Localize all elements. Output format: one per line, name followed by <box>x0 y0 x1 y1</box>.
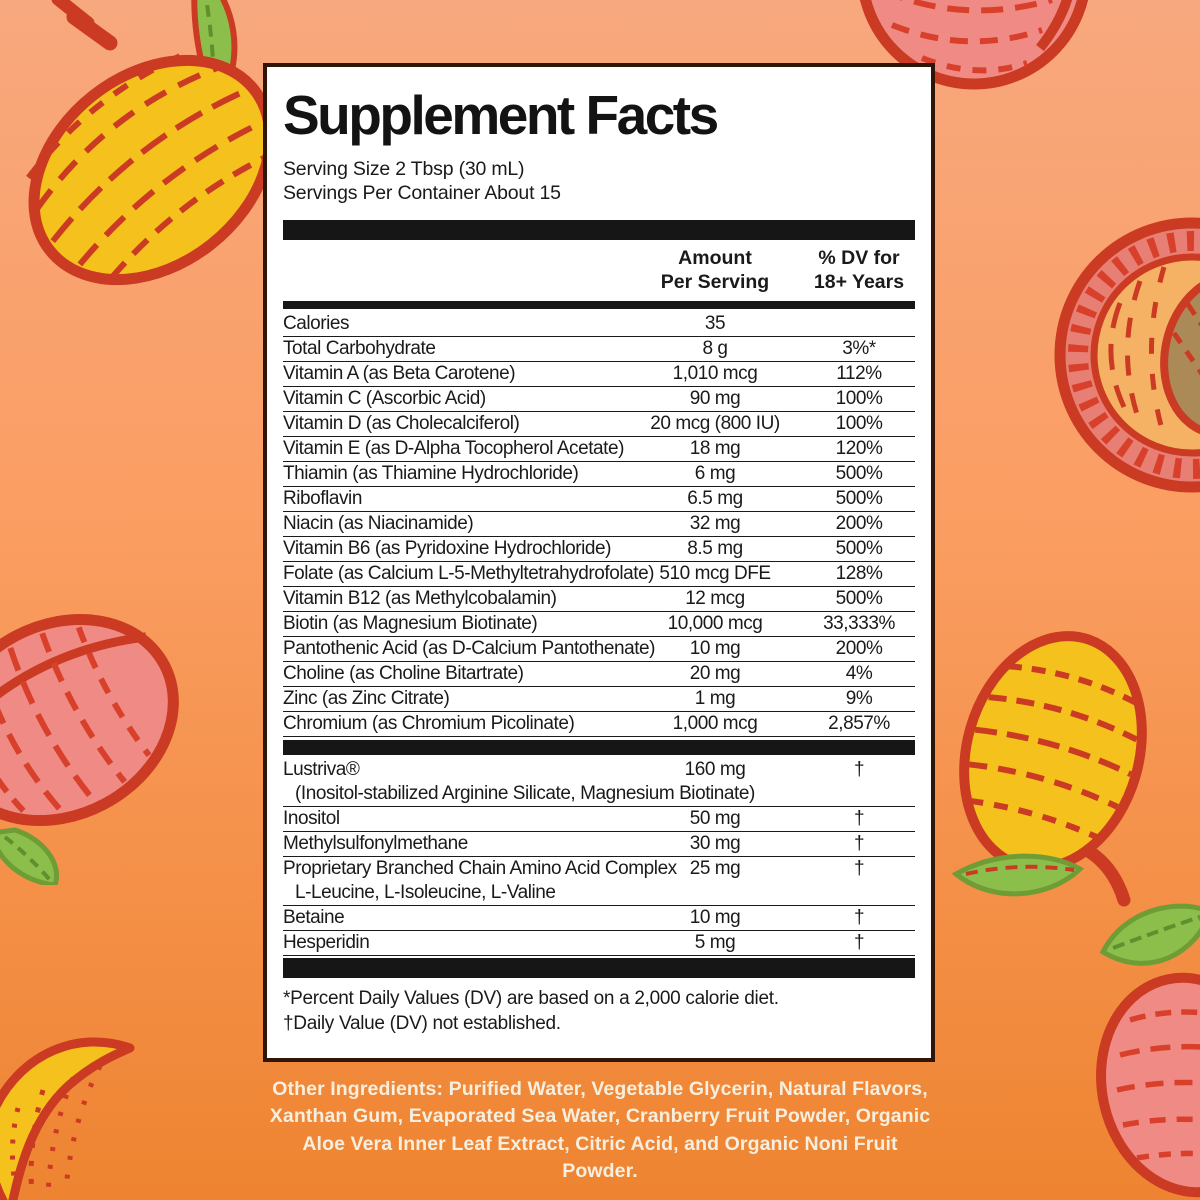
mango-slice-illustration-bottom-left <box>0 1028 138 1200</box>
footnote-dv-not-established: †Daily Value (DV) not established. <box>283 1012 561 1034</box>
nutrient-name: Pantothenic Acid (as D-Calcium Pantothenate) <box>283 637 656 659</box>
nutrient-amount: 50 mg <box>689 807 741 829</box>
nutrient-dv: 500% <box>835 587 883 609</box>
nutrient-name: Chromium (as Chromium Picolinate) <box>283 712 575 734</box>
nutrient-amount: 18 mg <box>689 437 741 459</box>
nutrient-dv: 100% <box>835 412 883 434</box>
column-header-dv-line1: % DV for <box>818 246 900 269</box>
column-header-amount <box>627 246 803 294</box>
table-row <box>283 807 915 832</box>
table-row <box>283 758 915 807</box>
nutrient-dv: 128% <box>835 562 883 584</box>
table-row <box>283 537 915 562</box>
nutrient-amount: 20 mcg (800 IU) <box>650 412 780 434</box>
nutrient-name: Vitamin C (Ascorbic Acid) <box>283 387 486 409</box>
peach-illustration-left <box>0 585 190 885</box>
table-row <box>283 906 915 931</box>
nutrient-name: Vitamin B12 (as Methylcobalamin) <box>283 587 557 609</box>
table-row <box>283 487 915 512</box>
nutrient-amount: 1,010 mcg <box>672 362 758 384</box>
table-row <box>283 562 915 587</box>
other-ingredients-text: Other Ingredients: Purified Water, Vegetable Glycerin, Natural Flavors, Xanthan Gum, Evaporated Sea Water, Cranberry Fruit Powder, Organic Aloe Vera Inner Leaf Extract, Citric Acid, and Organic Noni Fruit Powder. <box>269 1078 931 1182</box>
nutrient-amount: 30 mg <box>689 832 741 854</box>
nutrient-amount: 8 g <box>702 337 728 359</box>
nutrient-dv: † <box>853 758 865 780</box>
nutrient-dv: 500% <box>835 537 883 559</box>
nutrient-dv: 33,333% <box>823 612 895 634</box>
nutrient-amount: 12 mcg <box>685 587 745 609</box>
nutrient-amount: 510 mcg DFE <box>659 562 771 584</box>
nutrient-dv: † <box>853 807 865 829</box>
peach-illustration-bottom-right <box>1085 900 1200 1200</box>
nutrient-name: Thiamin (as Thiamine Hydrochloride) <box>283 462 579 484</box>
table-row <box>283 512 915 537</box>
mango-illustration-top-left <box>0 0 292 335</box>
nutrient-amount: 160 mg <box>684 758 746 780</box>
nutrient-amount: 35 <box>704 312 726 334</box>
table-row <box>283 362 915 387</box>
nutrient-amount: 25 mg <box>689 857 741 879</box>
serving-size-text: Serving Size 2 Tbsp (30 mL) <box>283 157 525 180</box>
table-row <box>283 612 915 637</box>
nutrient-amount: 20 mg <box>689 662 741 684</box>
column-header-amount-line1: Amount <box>678 246 752 269</box>
divider-bar-bottom <box>283 958 915 978</box>
table-row <box>283 857 915 906</box>
nutrient-subtext: L-Leucine, L-Isoleucine, L-Valine <box>295 881 556 903</box>
mango-icon <box>938 612 1183 922</box>
nutrient-dv: † <box>853 832 865 854</box>
mango-illustration-right <box>938 612 1183 922</box>
nutrient-name: Zinc (as Zinc Citrate) <box>283 687 450 709</box>
table-row <box>283 712 915 737</box>
nutrient-name: Vitamin A (as Beta Carotene) <box>283 362 516 384</box>
nutrient-amount: 1,000 mcg <box>672 712 758 734</box>
nutrient-name: Niacin (as Niacinamide) <box>283 512 474 534</box>
halved-peach-illustration-right <box>1042 205 1200 510</box>
table-row <box>283 931 915 956</box>
nutrient-amount: 6 mg <box>694 462 736 484</box>
nutrient-name: Methylsulfonylmethane <box>283 832 468 854</box>
nutrient-dv: 500% <box>835 462 883 484</box>
nutrient-amount: 32 mg <box>689 512 741 534</box>
column-header-dv <box>803 246 915 294</box>
footnotes <box>283 978 915 1036</box>
nutrient-dv: † <box>853 906 865 928</box>
table-row <box>283 437 915 462</box>
column-header-amount-line2: Per Serving <box>660 270 770 293</box>
table-row <box>283 637 915 662</box>
nutrient-amount: 90 mg <box>689 387 741 409</box>
nutrient-subtext: (Inositol-stabilized Arginine Silicate, Magnesium Biotinate) <box>295 782 755 804</box>
nutrient-name: Calories <box>283 312 350 334</box>
nutrient-name: Inositol <box>283 807 340 829</box>
nutrient-name: Hesperidin <box>283 931 370 953</box>
nutrient-dv: † <box>853 931 865 953</box>
table-row <box>283 832 915 857</box>
table-row <box>283 412 915 437</box>
peach-with-leaf-icon <box>1085 900 1200 1200</box>
nutrient-name: Biotin (as Magnesium Biotinate) <box>283 612 538 634</box>
table-row <box>283 587 915 612</box>
table-row <box>283 337 915 362</box>
nutrient-amount: 10,000 mcg <box>667 612 763 634</box>
nutrient-dv: 4% <box>845 662 873 684</box>
nutrient-dv: 200% <box>835 512 883 534</box>
nutrient-table-main <box>283 312 915 737</box>
nutrient-dv: 120% <box>835 437 883 459</box>
nutrient-name: Vitamin E (as D-Alpha Tocopherol Acetate) <box>283 437 624 459</box>
nutrient-dv: 200% <box>835 637 883 659</box>
divider-bar-section <box>283 740 915 755</box>
nutrient-name: Lustriva® <box>283 758 360 780</box>
nutrient-amount: 8.5 mg <box>687 537 743 559</box>
nutrient-dv: 100% <box>835 387 883 409</box>
table-row <box>283 312 915 337</box>
mango-slice-icon <box>0 1028 138 1200</box>
nutrient-dv: † <box>853 857 865 879</box>
nutrient-dv: 9% <box>845 687 873 709</box>
nutrient-dv: 500% <box>835 487 883 509</box>
nutrient-dv: 3%* <box>842 337 876 359</box>
nutrient-name: Proprietary Branched Chain Amino Acid Complex <box>283 857 677 879</box>
mango-icon <box>0 0 292 335</box>
supplement-facts-panel <box>263 63 935 1062</box>
header-spacer <box>283 246 627 294</box>
nutrient-name: Riboflavin <box>283 487 362 509</box>
nutrient-name: Total Carbohydrate <box>283 337 436 359</box>
table-row <box>283 662 915 687</box>
divider-bar-thick <box>283 220 915 240</box>
nutrient-name: Vitamin B6 (as Pyridoxine Hydrochloride) <box>283 537 612 559</box>
table-row <box>283 387 915 412</box>
nutrient-amount: 6.5 mg <box>687 487 743 509</box>
nutrient-name: Betaine <box>283 906 345 928</box>
nutrient-amount: 1 mg <box>694 687 736 709</box>
nutrient-name: Folate (as Calcium L-5-Methyltetrahydrofolate) <box>283 562 655 584</box>
page-title: Supplement Facts <box>283 84 717 146</box>
column-header-dv-line2: 18+ Years <box>813 270 905 293</box>
halved-peach-icon <box>1042 205 1200 510</box>
peach-icon <box>0 585 190 885</box>
table-row <box>283 687 915 712</box>
nutrient-amount: 10 mg <box>689 637 741 659</box>
nutrient-dv: 112% <box>836 362 882 384</box>
table-row <box>283 462 915 487</box>
nutrient-table-extra <box>283 758 915 956</box>
nutrient-dv: 2,857% <box>828 712 890 734</box>
nutrient-amount: 10 mg <box>689 906 741 928</box>
nutrient-amount: 5 mg <box>694 931 736 953</box>
servings-per-container-text: Servings Per Container About 15 <box>283 182 561 205</box>
table-header-row <box>283 246 915 294</box>
footnote-daily-values: *Percent Daily Values (DV) are based on a 2,000 calorie diet. <box>283 987 779 1009</box>
nutrient-name: Vitamin D (as Cholecalciferol) <box>283 412 520 434</box>
nutrient-name: Choline (as Choline Bitartrate) <box>283 662 524 684</box>
divider-bar-medium <box>283 301 915 309</box>
